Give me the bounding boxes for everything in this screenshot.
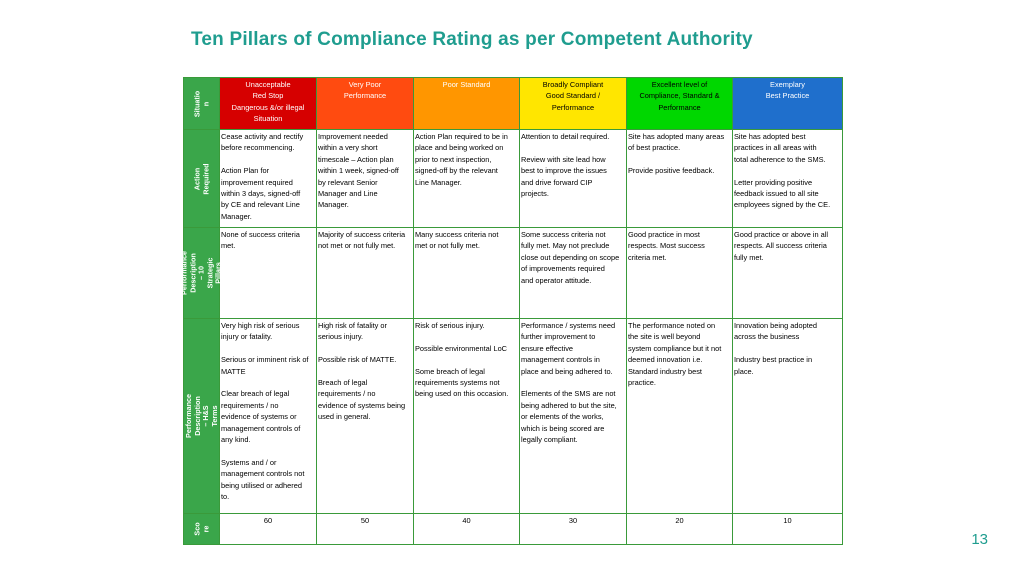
header-very-poor: Very Poor Performance (317, 78, 414, 130)
performance-cell-excellent: Good practice in most respects. Most success criteria met. (627, 228, 733, 319)
performance-cell-broadly-compliant: Some success criteria not fully met. May not preclude close out depending on scope of improvements required and operator attitude. (520, 228, 627, 319)
header-row (184, 78, 843, 130)
action-required-row (184, 130, 843, 228)
hs-cell-poor: Risk of serious injury. Possible environmental LoC Some breach of legal requirements systems not being used on this occasion. (414, 319, 520, 514)
action-cell-exemplary: Site has adopted best practices in all areas with total adherence to the SMS. Letter providing positive feedback issued to all site employees signed by the CE. (733, 130, 843, 228)
hs-cell-exemplary: Innovation being adopted across the business Industry best practice in place. (733, 319, 843, 514)
action-cell-poor: Action Plan required to be in place and being worked on prior to next inspection, signed-off by the relevant Line Manager. (414, 130, 520, 228)
score-cell-exemplary: 10 (733, 514, 843, 545)
score-cell-broadly-compliant: 30 (520, 514, 627, 545)
page-title: Ten Pillars of Compliance Rating as per Competent Authority (191, 29, 753, 50)
header-broadly-compliant: Broadly Compliant Good Standard / Performance (520, 78, 627, 130)
action-cell-excellent: Site has adopted many areas of best practice. Provide positive feedback. (627, 130, 733, 228)
score-cell-excellent: 20 (627, 514, 733, 545)
performance-row (184, 228, 843, 319)
header-exemplary: Exemplary Best Practice (733, 78, 843, 130)
header-excellent: Excellent level of Compliance, Standard & Performance (627, 78, 733, 130)
slide-number: 13 (971, 531, 988, 548)
row-label-hs-terms: Performance Description – H&S Terms (184, 319, 220, 514)
hs-cell-excellent: The performance noted on the site is well beyond system compliance but it not deemed innovation i.e. Standard industry best practice. (627, 319, 733, 514)
compliance-rating-table (179, 77, 843, 545)
performance-cell-poor: Many success criteria not met or not fully met. (414, 228, 520, 319)
hs-cell-unacceptable: Very high risk of serious injury or fatality. Serious or imminent risk of MATTE Clear breach of legal requirements / no evidence of systems or management controls of any kind. Systems and / or management controls not being utilised or adhered to. (220, 319, 317, 514)
header-poor-standard: Poor Standard (414, 78, 520, 130)
action-cell-very-poor: Improvement needed within a very short timescale – Action plan within 1 week, signed-off by relevant Senior Manager and Line Manager. (317, 130, 414, 228)
row-label-situation: Situatio n (184, 78, 220, 130)
performance-cell-very-poor: Majority of success criteria not met or not fully met. (317, 228, 414, 319)
performance-cell-unacceptable: None of success criteria met. (220, 228, 317, 319)
hs-cell-very-poor: High risk of fatality or serious injury. Possible risk of MATTE. Breach of legal requirements / no evidence of systems being used in general. (317, 319, 414, 514)
score-cell-very-poor: 50 (317, 514, 414, 545)
hs-cell-broadly-compliant: Performance / systems need further improvement to ensure effective management controls in place and being adhered to. Elements of the SMS are not being adhered to but the site, or elements of the works, which is being scored are legally compliant. (520, 319, 627, 514)
score-cell-unacceptable: 60 (220, 514, 317, 545)
header-unacceptable: Unacceptable Red Stop Dangerous &/or illegal Situation (220, 78, 317, 130)
action-cell-broadly-compliant: Attention to detail required. Review with site lead how best to improve the issues and drive forward CIP projects. (520, 130, 627, 228)
row-label-score: Sco re (184, 514, 220, 545)
hs-terms-row (184, 319, 843, 514)
score-row (184, 514, 843, 545)
row-label-action-required: Action Required (184, 130, 220, 228)
row-label-performance: Performance Description – 10 Strategic Pillars (184, 228, 220, 319)
score-cell-poor: 40 (414, 514, 520, 545)
action-cell-unacceptable: Cease activity and rectify before recommencing. Action Plan for improvement required within 3 days, signed-off by CE and relevant Line Manager. (220, 130, 317, 228)
performance-cell-exemplary: Good practice or above in all respects. All success criteria fully met. (733, 228, 843, 319)
